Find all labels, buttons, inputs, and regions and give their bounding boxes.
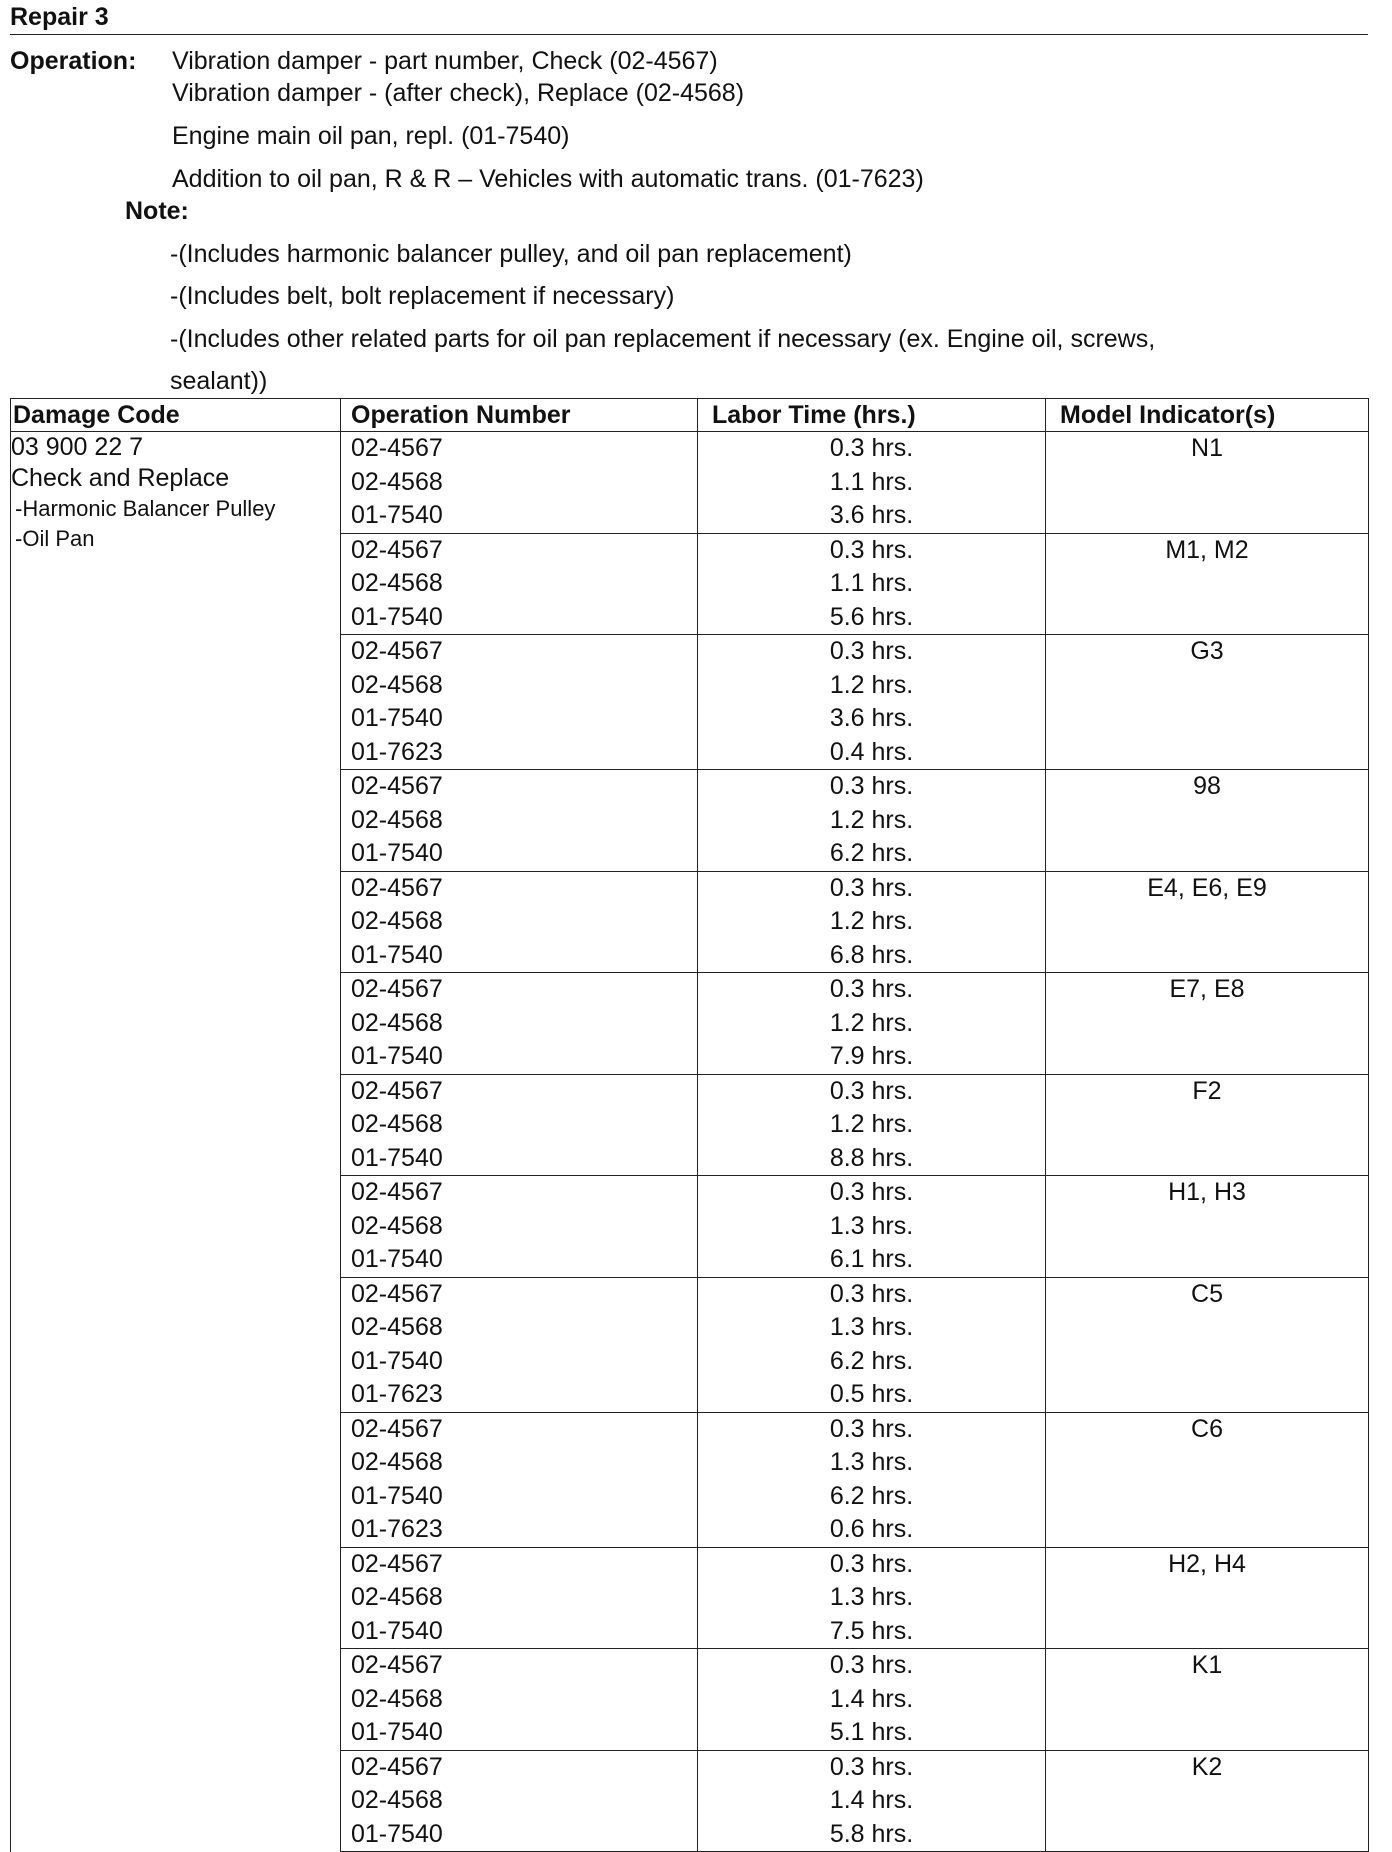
operation-number-cell	[341, 1547, 698, 1649]
labor-time: 1.2 hrs.	[829, 670, 914, 699]
labor-time: 0.3 hrs.	[829, 637, 914, 665]
operation-number: 01-7623	[351, 737, 443, 766]
labor-time: 1.1 hrs.	[829, 467, 914, 496]
model-indicator-cell: C6	[1046, 1412, 1369, 1547]
note-line: -(Includes other related parts for oil pan replacement if necessary (ex. Engine oil, screws,	[170, 325, 1156, 353]
operation-number-cell	[341, 1649, 698, 1751]
labor-time: 0.3 hrs.	[829, 873, 914, 902]
labor-time: 0.3 hrs.	[829, 1651, 914, 1679]
operation-number: 02-4568	[351, 805, 443, 834]
operation-number: 02-4567	[351, 1279, 443, 1308]
operation-number-cell	[341, 973, 698, 1075]
labor-time: 1.2 hrs.	[829, 1110, 914, 1138]
labor-time: 0.3 hrs.	[829, 1279, 914, 1308]
operation-number: 02-4568	[351, 569, 443, 597]
operation-number: 01-7540	[351, 1616, 443, 1645]
note-line: sealant))	[170, 367, 268, 395]
labor-time: 0.4 hrs.	[829, 737, 914, 766]
labor-time: 1.2 hrs.	[829, 1008, 914, 1037]
labor-time-cell	[698, 871, 1046, 973]
labor-time-cell	[698, 770, 1046, 872]
operation-number: 02-4568	[351, 1448, 443, 1476]
labor-time: 1.3 hrs.	[829, 1211, 914, 1240]
labor-time-cell	[698, 1412, 1046, 1547]
operation-line: Addition to oil pan, R & R – Vehicles with automatic trans. (01-7623)	[172, 165, 924, 193]
operation-number-cell	[341, 533, 698, 635]
operation-number: 02-4567	[351, 1076, 443, 1105]
operation-number: 02-4568	[351, 670, 443, 699]
labor-time-cell	[698, 635, 1046, 770]
operation-number: 02-4568	[351, 1008, 443, 1037]
operation-number-cell	[341, 1176, 698, 1278]
labor-time: 0.3 hrs.	[829, 975, 914, 1003]
model-indicator-cell: C5	[1046, 1277, 1369, 1412]
labor-time: 0.5 hrs.	[829, 1380, 914, 1408]
labor-time: 0.3 hrs.	[829, 1178, 914, 1206]
header-model-indicators: Model Indicator(s)	[1046, 399, 1369, 432]
operation-number-cell	[341, 1412, 698, 1547]
operation-number: 02-4567	[351, 1414, 443, 1443]
labor-time: 6.2 hrs.	[829, 1346, 914, 1375]
operation-number-cell	[341, 1750, 698, 1852]
table-header-row	[11, 399, 1369, 432]
operation-number: 02-4568	[351, 1313, 443, 1341]
operation-number: 02-4568	[351, 1211, 443, 1240]
labor-time: 7.5 hrs.	[829, 1616, 914, 1645]
operation-number: 02-4567	[351, 873, 443, 902]
operation-number: 02-4568	[351, 1786, 443, 1814]
operation-number: 01-7540	[351, 1346, 443, 1375]
labor-time: 0.3 hrs.	[829, 1549, 914, 1578]
operation-number: 02-4567	[351, 535, 443, 564]
labor-time: 0.6 hrs.	[829, 1515, 914, 1543]
operation-number-cell	[341, 635, 698, 770]
operation-line: Engine main oil pan, repl. (01-7540)	[172, 122, 570, 150]
operation-number: 01-7540	[351, 1718, 443, 1746]
operation-number: 02-4567	[351, 1178, 443, 1206]
table-body	[11, 432, 1369, 1852]
operation-number: 01-7540	[351, 1819, 443, 1848]
labor-time-cell	[698, 1176, 1046, 1278]
labor-time-cell	[698, 432, 1046, 534]
labor-time: 0.3 hrs.	[829, 434, 914, 462]
model-indicator-cell: 98	[1046, 770, 1369, 872]
note-label: Note:	[125, 197, 189, 225]
operation-label: Operation:	[10, 47, 137, 75]
operation-number-cell	[341, 432, 698, 534]
labor-time: 1.3 hrs.	[829, 1313, 914, 1341]
operation-number-cell	[341, 871, 698, 973]
operation-number: 02-4568	[351, 1583, 443, 1611]
model-indicator-cell: K1	[1046, 1649, 1369, 1751]
labor-time-cell	[698, 1750, 1046, 1852]
labor-time: 6.8 hrs.	[829, 940, 914, 969]
labor-time-cell	[698, 1074, 1046, 1176]
labor-time: 6.2 hrs.	[829, 1481, 914, 1510]
labor-time: 6.1 hrs.	[829, 1245, 914, 1273]
damage-part: -Oil Pan	[15, 526, 95, 551]
labor-time: 1.2 hrs.	[829, 907, 914, 935]
labor-time: 1.4 hrs.	[829, 1786, 914, 1814]
labor-time: 3.6 hrs.	[829, 501, 914, 529]
model-indicator-cell: K2	[1046, 1750, 1369, 1852]
model-indicator-cell: M1, M2	[1046, 533, 1369, 635]
header-operation-number: Operation Number	[341, 399, 698, 432]
table-row	[11, 432, 1369, 534]
operation-number: 02-4567	[351, 772, 443, 800]
labor-time-cell	[698, 1649, 1046, 1751]
labor-time: 1.4 hrs.	[829, 1684, 914, 1713]
labor-time-table	[10, 398, 1369, 1852]
labor-time: 5.1 hrs.	[829, 1718, 914, 1746]
labor-time: 0.3 hrs.	[829, 772, 914, 800]
labor-time: 5.6 hrs.	[829, 602, 914, 631]
model-indicator-cell: H2, H4	[1046, 1547, 1369, 1649]
labor-time: 5.8 hrs.	[829, 1819, 914, 1848]
labor-time: 0.3 hrs.	[829, 535, 914, 564]
operation-number: 02-4567	[351, 1549, 443, 1578]
operation-number: 02-4567	[351, 1651, 443, 1679]
model-indicator-cell: H1, H3	[1046, 1176, 1369, 1278]
operation-number: 01-7623	[351, 1380, 443, 1408]
operation-number: 01-7540	[351, 1245, 443, 1273]
model-indicator-cell: G3	[1046, 635, 1369, 770]
damage-code: 03 900 22 7	[11, 433, 144, 461]
model-indicator-cell: E7, E8	[1046, 973, 1369, 1075]
note-line: -(Includes belt, bolt replacement if necessary)	[170, 282, 675, 310]
model-indicator-cell: F2	[1046, 1074, 1369, 1176]
operation-number: 01-7540	[351, 839, 443, 867]
operation-number: 01-7540	[351, 1481, 443, 1510]
damage-code-cell	[11, 432, 341, 1852]
operation-number: 02-4567	[351, 975, 443, 1003]
operation-number: 01-7540	[351, 1042, 443, 1070]
labor-time: 0.3 hrs.	[829, 1076, 914, 1105]
operation-number: 02-4567	[351, 434, 443, 462]
section-title: Repair 3	[10, 3, 109, 31]
operation-number: 01-7540	[351, 501, 443, 529]
operation-line: Vibration damper - part number, Check (02-4567)	[172, 47, 718, 75]
operation-number-cell	[341, 770, 698, 872]
labor-time: 6.2 hrs.	[829, 839, 914, 867]
operation-number: 01-7540	[351, 1143, 443, 1172]
operation-number: 02-4568	[351, 1110, 443, 1138]
operation-number: 01-7540	[351, 940, 443, 969]
labor-time-cell	[698, 1547, 1046, 1649]
labor-time: 1.3 hrs.	[829, 1448, 914, 1476]
operation-number-cell	[341, 1074, 698, 1176]
labor-time: 8.8 hrs.	[829, 1143, 914, 1172]
operation-number: 02-4568	[351, 1684, 443, 1713]
labor-time: 1.3 hrs.	[829, 1583, 914, 1611]
note-line: -(Includes harmonic balancer pulley, and oil pan replacement)	[170, 240, 852, 268]
operation-number: 01-7623	[351, 1515, 443, 1543]
operation-number: 02-4568	[351, 907, 443, 935]
labor-time: 1.1 hrs.	[829, 569, 914, 597]
title-rule	[10, 34, 1368, 35]
operation-number: 02-4567	[351, 1752, 443, 1781]
operation-number-cell	[341, 1277, 698, 1412]
labor-time: 1.2 hrs.	[829, 805, 914, 834]
operation-number: 02-4567	[351, 637, 443, 665]
damage-description: Check and Replace	[11, 464, 230, 492]
model-indicator-cell: E4, E6, E9	[1046, 871, 1369, 973]
operation-number: 01-7540	[351, 602, 443, 631]
labor-time: 0.3 hrs.	[829, 1414, 914, 1443]
operation-number: 01-7540	[351, 704, 443, 732]
labor-time-cell	[698, 533, 1046, 635]
labor-time: 7.9 hrs.	[829, 1042, 914, 1070]
labor-time: 0.3 hrs.	[829, 1752, 914, 1781]
operation-line: Vibration damper - (after check), Replace (02-4568)	[172, 79, 745, 107]
labor-time-cell	[698, 1277, 1046, 1412]
labor-time: 3.6 hrs.	[829, 704, 914, 732]
operation-number: 02-4568	[351, 467, 443, 496]
labor-time-cell	[698, 973, 1046, 1075]
model-indicator-cell: N1	[1046, 432, 1369, 534]
header-labor-time: Labor Time (hrs.)	[698, 399, 1046, 432]
header-damage-code: Damage Code	[11, 399, 341, 432]
damage-part: -Harmonic Balancer Pulley	[15, 496, 276, 521]
